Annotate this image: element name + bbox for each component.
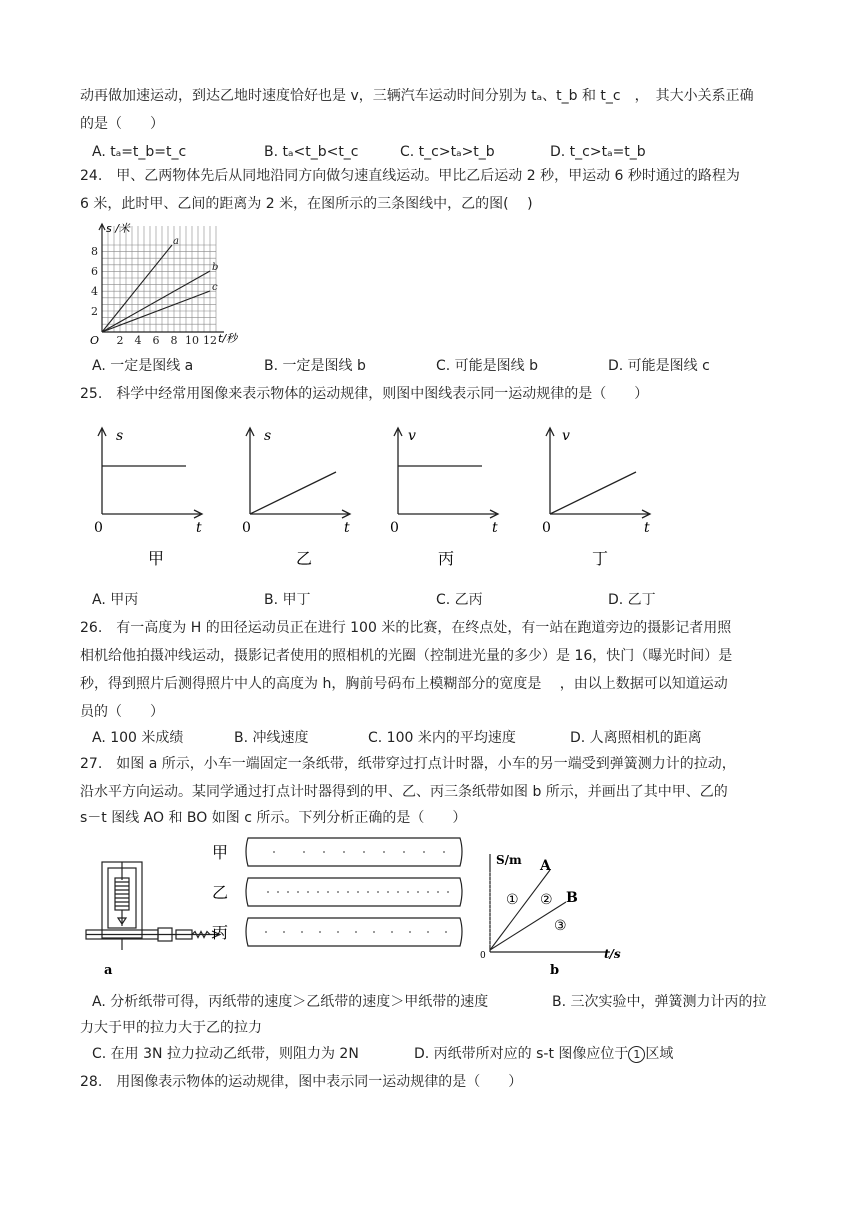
q27-y-axis-label: S/m [496,853,522,867]
q24-xtick: 12 [203,334,217,347]
q24-label-b: b [212,262,219,273]
q26-line-3: 秒，得到照片后测得照片中人的高度为 h，胸前号码布上模糊部分的宽度是 ，由以上数据可以知道运动 [80,676,728,692]
q25-bing-origin: 0 [390,520,399,536]
q23-option-a: A. tₐ=t_b=t_c [92,144,187,160]
q27-option-a: A. 分析纸带可得，丙纸带的速度＞乙纸带的速度＞甲纸带的速度 [92,994,489,1010]
q27-x-axis-label: t/s [604,947,621,961]
q27-option-d-circled-number: 1 [628,1046,645,1063]
q25-yi-y: s [264,428,272,444]
q24-x-axis-label: t/秒 [218,332,238,345]
q25-jia-caption: 甲 [147,549,165,568]
q24-xtick: 4 [134,334,142,347]
q24-ytick: 2 [91,305,98,318]
q27-fig-b-tapes [208,836,468,956]
q24-option-c: C. 可能是图线 b [436,358,539,374]
q25-ding-origin: 0 [542,520,551,536]
q25-option-c: C. 乙丙 [436,592,483,608]
q25-graph-yi [240,424,370,574]
q26-line-2: 相机给他拍摄冲线运动，摄影记者使用的照相机的光圈（控制进光量的多少）是 16，快门（曝光时间）是 [80,648,733,664]
q27-option-b-line-1: B. 三次实验中，弹簧测力计丙的拉 [552,994,767,1010]
q27-option-d-suffix: 区域 [645,1046,674,1062]
q24-st-graph [88,222,248,348]
q27-option-d-prefix: D. 丙纸带所对应的 s-t 图像应位于 [414,1046,629,1062]
q24-xtick: 8 [170,334,178,347]
q27-option-b-line-2: 力大于甲的拉力大于乙的拉力 [80,1020,262,1036]
q27-tape-label-yi: 乙 [212,883,229,902]
q25-jia-x: t [196,520,202,536]
q27-line-a [490,870,550,950]
q23-option-b: B. tₐ<t_b<t_c [264,144,359,160]
q27-line-3: s－t 图线 AO 和 BO 如图 c 所示。下列分析正确的是（ ） [80,810,467,826]
q27-origin: 0 [480,951,486,961]
q27-st-graph [474,840,634,980]
q23-option-d: D. t_c>tₐ=t_b [550,144,646,160]
q26-option-c: C. 100 米内的平均速度 [368,730,516,746]
q27-region-3: ③ [554,918,567,934]
q26-option-a: A. 100 米成绩 [92,730,184,746]
q25-bing-caption: 丙 [437,549,455,568]
q27-fig-a-label: a [104,963,113,978]
q25-graph-bing [388,424,518,574]
q27-label-b: B [566,890,578,906]
q27-fig-a-apparatus [84,860,224,980]
q27-option-d [414,1044,673,1064]
q27-option-c: C. 在用 3N 拉力拉动乙纸带，则阻力为 2N [92,1046,359,1062]
q27-line-2: 沿水平方向运动。某同学通过打点计时器得到的甲、乙、丙三条纸带如图 b 所示，并画出了其中甲、乙的 [80,784,728,800]
q24-label-a: a [173,236,179,247]
q24-xtick: 6 [152,334,160,347]
q25-option-d: D. 乙丁 [608,592,656,608]
q28-line-1: 28. 用图像表示物体的运动规律，图中表示同一运动规律的是（ ） [80,1074,523,1090]
q24-ytick: 4 [91,285,98,298]
q24-ytick: 8 [91,245,98,258]
q25-bing-y: v [408,428,416,444]
q24-y-axis-label: s /米 [106,222,130,235]
q25-option-b: B. 甲丁 [264,592,311,608]
q24-option-a: A. 一定是图线 a [92,358,194,374]
q27-region-2: ② [540,892,553,908]
q25-option-a: A. 甲丙 [92,592,139,608]
q23-line-1: 动再做加速运动，到达乙地时速度恰好也是 v，三辆汽车运动时间分别为 tₐ、t_b 和 t_c ， 其大小关系正确 [80,88,754,104]
q25-ding-y: v [562,428,570,444]
q27-tape-label-jia: 甲 [212,843,229,862]
q27-line-1: 27. 如图 a 所示，小车一端固定一条纸带，纸带穿过打点计时器，小车的另一端受到弹簧测力计的拉动， [80,756,736,772]
q24-label-c: c [212,282,218,293]
q27-region-1: ① [506,892,519,908]
q26-option-b: B. 冲线速度 [234,730,309,746]
q27-fig-b-label: b [550,963,560,978]
q23-line-2: 的是（ ） [80,116,164,132]
q24-xtick: 2 [116,334,124,347]
q26-option-d: D. 人离照相机的距离 [570,730,702,746]
q24-option-b: B. 一定是图线 b [264,358,366,374]
q25-graph-jia [92,424,222,574]
q24-xtick: 10 [185,334,199,347]
q23-option-c: C. t_c>tₐ>t_b [400,144,495,160]
q25-yi-x: t [344,520,350,536]
q25-bing-x: t [492,520,498,536]
q26-line-1: 26. 有一高度为 H 的田径运动员正在进行 100 米的比赛，在终点处，有一站在跑道旁边的摄影记者用照 [80,620,732,636]
q24-line-1: 24. 甲、乙两物体先后从同地沿同方向做匀速直线运动。甲比乙后运动 2 秒，甲运动 6 秒时通过的路程为 [80,168,740,184]
q25-ding-caption: 丁 [591,549,609,568]
q25-yi-origin: 0 [242,520,251,536]
q26-line-4: 员的（ ） [80,704,164,720]
q25-line-1: 25. 科学中经常用图像来表示物体的运动规律，则图中图线表示同一运动规律的是（ ） [80,386,649,402]
q24-origin: O [90,334,100,347]
q25-jia-y: s [116,428,124,444]
q24-ytick: 6 [91,265,98,278]
q24-option-d: D. 可能是图线 c [608,358,710,374]
q24-line-2: 6 米，此时甲、乙间的距离为 2 米，在图所示的三条图线中，乙的图( ) [80,196,533,212]
q25-graph-ding [540,424,670,574]
q25-jia-origin: 0 [94,520,103,536]
q27-tape-label-bing: 丙 [212,923,229,942]
q27-label-a: A [540,858,551,874]
q25-yi-caption: 乙 [295,549,313,568]
q25-ding-x: t [644,520,650,536]
